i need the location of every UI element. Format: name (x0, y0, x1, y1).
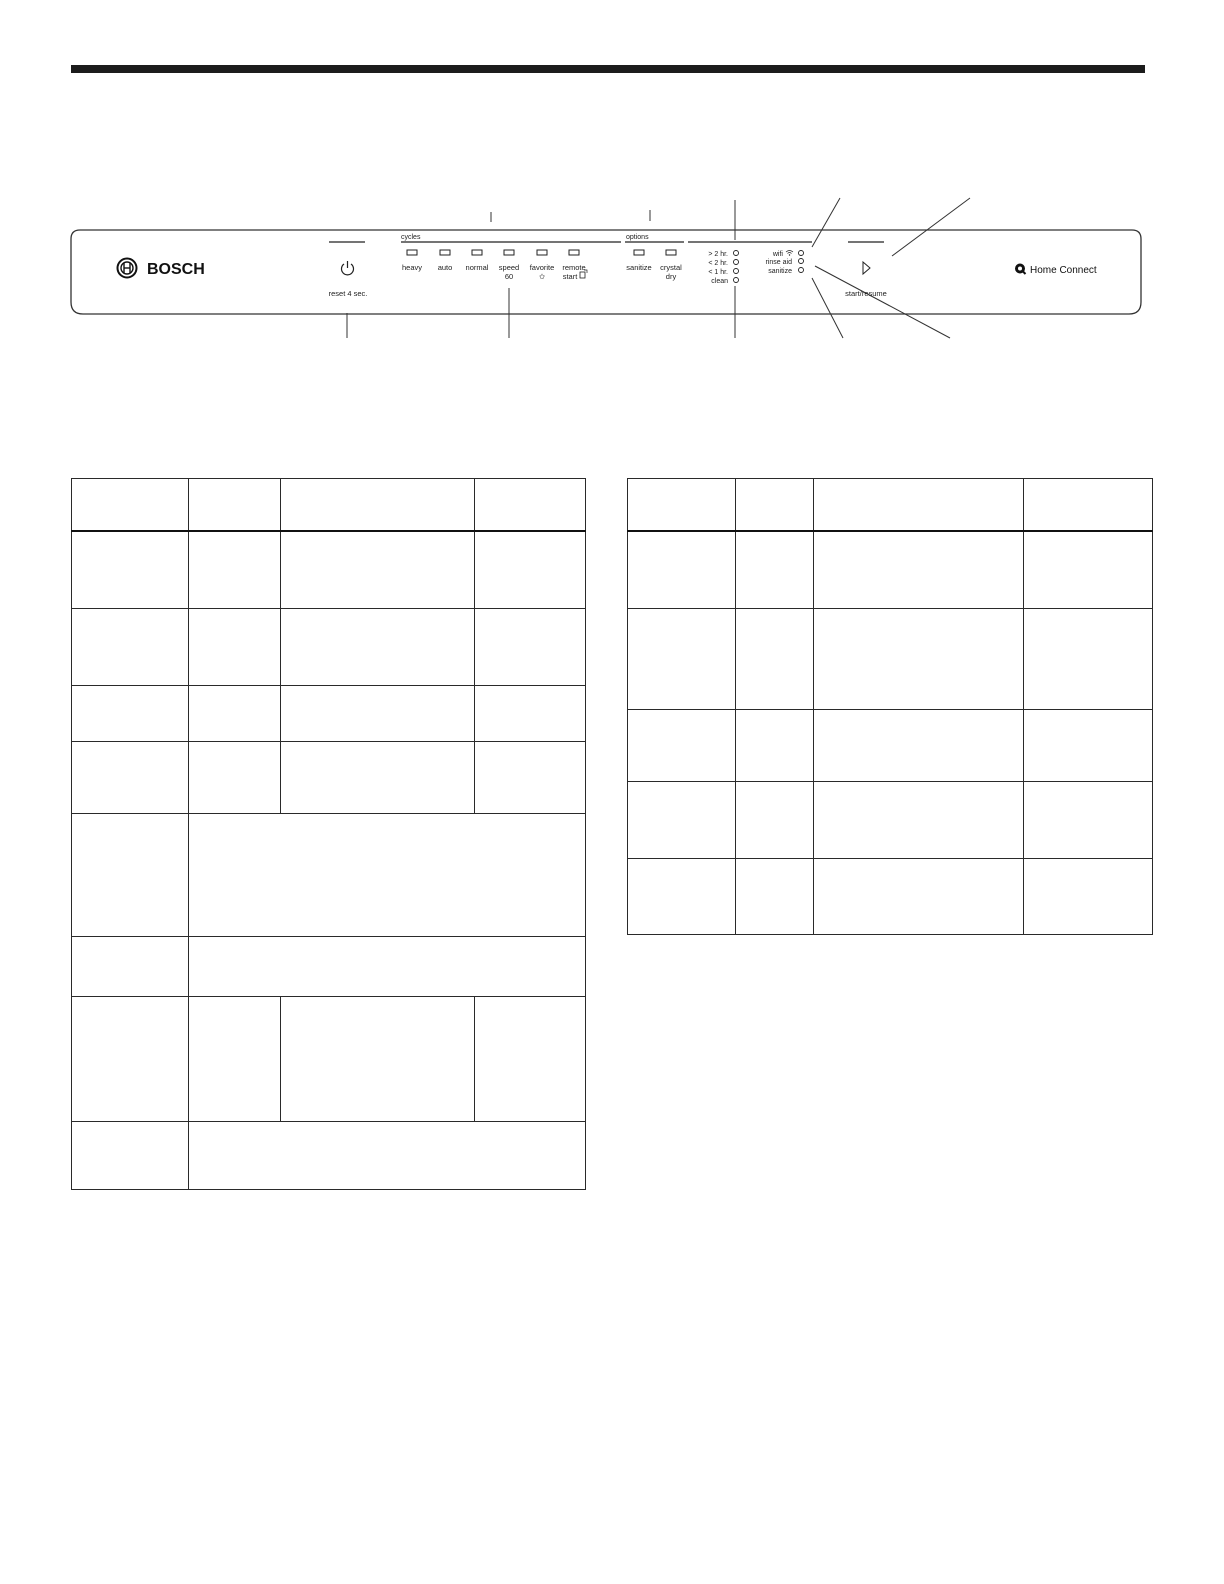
table-cell (814, 859, 1024, 935)
table-row (72, 609, 586, 686)
home-connect-logo (1015, 264, 1097, 277)
table-row (72, 1122, 586, 1190)
svg-text:normal: normal (465, 263, 489, 272)
table-header-row (72, 479, 586, 531)
svg-text:auto: auto (437, 263, 453, 272)
svg-text:crystal: crystal (660, 263, 682, 272)
table-cell (628, 531, 736, 609)
table-cell (72, 937, 189, 997)
header-cell (189, 479, 281, 531)
bosch-logo (118, 259, 205, 279)
table-row (72, 742, 586, 814)
table-cell (628, 859, 736, 935)
table-cell (281, 742, 475, 814)
table-cell (72, 814, 189, 937)
table-cell (475, 997, 586, 1122)
table-cell (814, 531, 1024, 609)
table-cell (1024, 710, 1153, 782)
svg-text:heavy: heavy (401, 263, 423, 272)
table-merged-cell (189, 937, 586, 997)
cycles-header: cycles (401, 234, 421, 241)
table-row (628, 609, 1153, 710)
home-connect-text: Home Connect (1030, 265, 1097, 276)
table-row (628, 859, 1153, 935)
svg-text:< 2 hr.: < 2 hr. (708, 260, 728, 267)
table-row (72, 531, 586, 609)
table-cell (281, 997, 475, 1122)
table-cell (814, 609, 1024, 710)
svg-text:dry: dry (665, 272, 677, 281)
status-indicators (766, 251, 804, 276)
option-button-sanitize[interactable] (626, 250, 651, 272)
table-row (72, 997, 586, 1122)
table-cell (281, 609, 475, 686)
control-panel-diagram (0, 0, 1224, 360)
table-cell (628, 782, 736, 859)
table-cell (1024, 859, 1153, 935)
svg-text:clean: clean (711, 278, 728, 285)
svg-text:sanitize: sanitize (626, 263, 652, 272)
brand-name: BOSCH (147, 261, 205, 278)
table-cell (736, 531, 814, 609)
table-cell (72, 531, 189, 609)
table-cell (72, 686, 189, 742)
table-cell (475, 531, 586, 609)
svg-text:sanitize: sanitize (768, 268, 792, 275)
options-header: options (626, 234, 649, 241)
header-cell (475, 479, 586, 531)
table-row (72, 814, 586, 937)
table-cell (1024, 782, 1153, 859)
table-cell (628, 710, 736, 782)
right-table (627, 478, 1153, 935)
svg-text:remote: remote (562, 263, 586, 272)
cycle-button-speed60[interactable] (499, 250, 519, 281)
table-cell (281, 686, 475, 742)
header-cell (281, 479, 475, 531)
start-resume-label: start/resume (845, 289, 887, 298)
cycle-button-auto[interactable] (438, 250, 453, 272)
table-cell (1024, 609, 1153, 710)
table-row (628, 531, 1153, 609)
option-button-crystal-dry[interactable] (660, 250, 682, 281)
wifi-icon (786, 251, 793, 256)
header-cell (1024, 479, 1153, 531)
table-cell (814, 710, 1024, 782)
table-cell (736, 782, 814, 859)
table-merged-cell (189, 1122, 586, 1190)
table-cell (475, 686, 586, 742)
svg-text:favorite: favorite (529, 263, 555, 272)
table-header-row (628, 479, 1153, 531)
table-cell (475, 609, 586, 686)
table-cell (72, 997, 189, 1122)
cycle-button-favorite[interactable] (530, 250, 555, 281)
header-cell (736, 479, 814, 531)
table-cell (189, 609, 281, 686)
svg-text:rinse aid: rinse aid (765, 259, 792, 266)
table-row (628, 710, 1153, 782)
power-label: reset 4 sec. (328, 289, 368, 298)
table-cell (1024, 531, 1153, 609)
table-cell (475, 742, 586, 814)
svg-text:wifi: wifi (772, 251, 783, 258)
table-cell (736, 859, 814, 935)
cycle-button-remote-start[interactable] (562, 250, 587, 281)
svg-text:60: 60 (504, 272, 514, 281)
table-cell (189, 997, 281, 1122)
table-row (72, 937, 586, 997)
time-indicators (708, 251, 738, 286)
table-row (628, 782, 1153, 859)
play-icon[interactable] (863, 262, 870, 274)
header-cell (628, 479, 736, 531)
svg-text:> 2 hr.: > 2 hr. (708, 251, 728, 258)
svg-text:< 1 hr.: < 1 hr. (708, 269, 728, 276)
table-cell (72, 609, 189, 686)
table-cell (189, 531, 281, 609)
table-cell (189, 742, 281, 814)
table-cell (189, 686, 281, 742)
header-cell (814, 479, 1024, 531)
table-cell (736, 710, 814, 782)
table-cell (72, 1122, 189, 1190)
header-cell (72, 479, 189, 531)
star-icon: ✩ (538, 272, 546, 281)
table-cell (281, 531, 475, 609)
cycle-button-heavy[interactable] (402, 250, 422, 272)
table-row (72, 686, 586, 742)
cycle-button-normal[interactable] (466, 250, 489, 272)
svg-text:speed: speed (498, 263, 520, 272)
table-cell (736, 609, 814, 710)
svg-text:start: start (562, 272, 578, 281)
table-cell (72, 742, 189, 814)
table-merged-cell (189, 814, 586, 937)
power-icon[interactable] (341, 261, 353, 275)
table-cell (628, 609, 736, 710)
left-table (71, 478, 586, 1190)
table-cell (814, 782, 1024, 859)
